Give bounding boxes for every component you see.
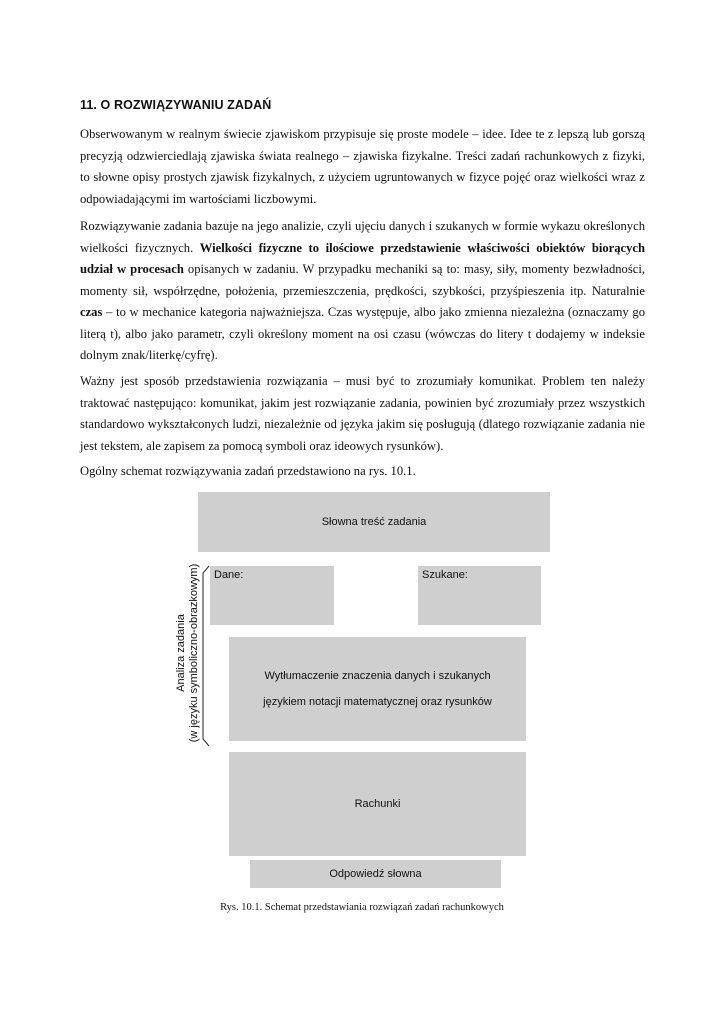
paragraph-3: Ważny jest sposób przedstawienia rozwiązania – musi być to zrozumiały komunikat. Problem ten należy traktować następująco: komunikat, jakim jest rozwiązanie zadania, powinien być zrozumiały przez wszystkich standardowo wykształconych ludzi, niezależnie od języka jakim się posługują (dlatego rozwiązanie zadania nie jest tekstem, ale zapisem za pomocą symboli oraz ideowych rysunków). (80, 374, 645, 453)
paragraph-2-part-c: – to w mechanice kategoria najważniejsza. Czas występuje, albo jako zmienna niezależna (oznaczamy go literą t), albo jako parametr, czyli określony moment na osi czasu (wówczas do litery t dodajemy w indeksie dolnym znak/literkę/cyfrę). (80, 305, 645, 362)
box-calculations (229, 752, 526, 856)
paragraph-2-part-b: opisanych w zadaniu. W przypadku mechaniki są to: masy, siły, momenty bezwładności, momenty sił, współrzędne, położenia, przemieszczenia, prędkości, szybkości, przyśpieszenia itp. Naturalnie (80, 262, 645, 298)
figure-caption: Rys. 10.1. Schemat przedstawiania rozwiązań zadań rachunkowych (220, 902, 504, 913)
box-problem-statement-label: Słowna treść zadania (321, 516, 427, 528)
analysis-side-label-line-2: (w języku symboliczno-obrazkowym) (188, 563, 200, 743)
box-notation-line-1: Wytłumaczenie znaczenia danych i szukanych (264, 670, 491, 682)
paragraph-4: Ogólny schemat rozwiązywania zadań przedstawiono na rys. 10.1. (80, 464, 416, 478)
box-unknowns (418, 566, 541, 625)
section-heading: 11. O ROZWIĄZYWANIU ZADAŃ (80, 98, 272, 112)
analysis-side-label (175, 553, 201, 753)
box-given (210, 566, 334, 625)
paragraph-2-part-a: Rozwiązywanie zadania bazuje na jego analizie, czyli ujęciu danych i szukanych w formie wykazu określonych wielkości fizycznych. (80, 219, 645, 255)
box-verbal-answer (250, 860, 501, 888)
box-notation-explanation (229, 637, 526, 741)
box-problem-statement (198, 492, 550, 552)
paragraph-2 (80, 216, 645, 367)
paragraph-2-bold-definition: Wielkości fizyczne to ilościowe przedstawienie właściwości obiektów biorących udział w procesach (80, 240, 645, 276)
box-calculations-label: Rachunki (354, 798, 401, 810)
paragraph-2-bold-czas: czas (80, 305, 103, 319)
box-unknowns-label: Szukane: (422, 569, 468, 581)
analysis-side-label-line-1: Analiza zadania (175, 614, 187, 692)
box-verbal-answer-label: Odpowiedź słowna (329, 868, 422, 880)
box-notation-line-2: językiem notacji matematycznej oraz rysunków (263, 696, 492, 708)
analysis-brace (200, 565, 214, 747)
box-given-label: Dane: (214, 569, 244, 581)
paragraph-1: Obserwowanym w realnym świecie zjawiskom przypisuje się proste modele – idee. Idee te z lepszą lub gorszą precyzją odzwierciedlają zjawiska świata realnego – zjawiska fizykalne. Treści zadań rachunkowych z fizyki, to słowne opisy prostych zjawisk fizykalnych, z użyciem ugruntowanych w fizyce pojęć oraz wielkości wraz z odpowiadającymi im wartościami liczbowymi. (80, 127, 645, 206)
